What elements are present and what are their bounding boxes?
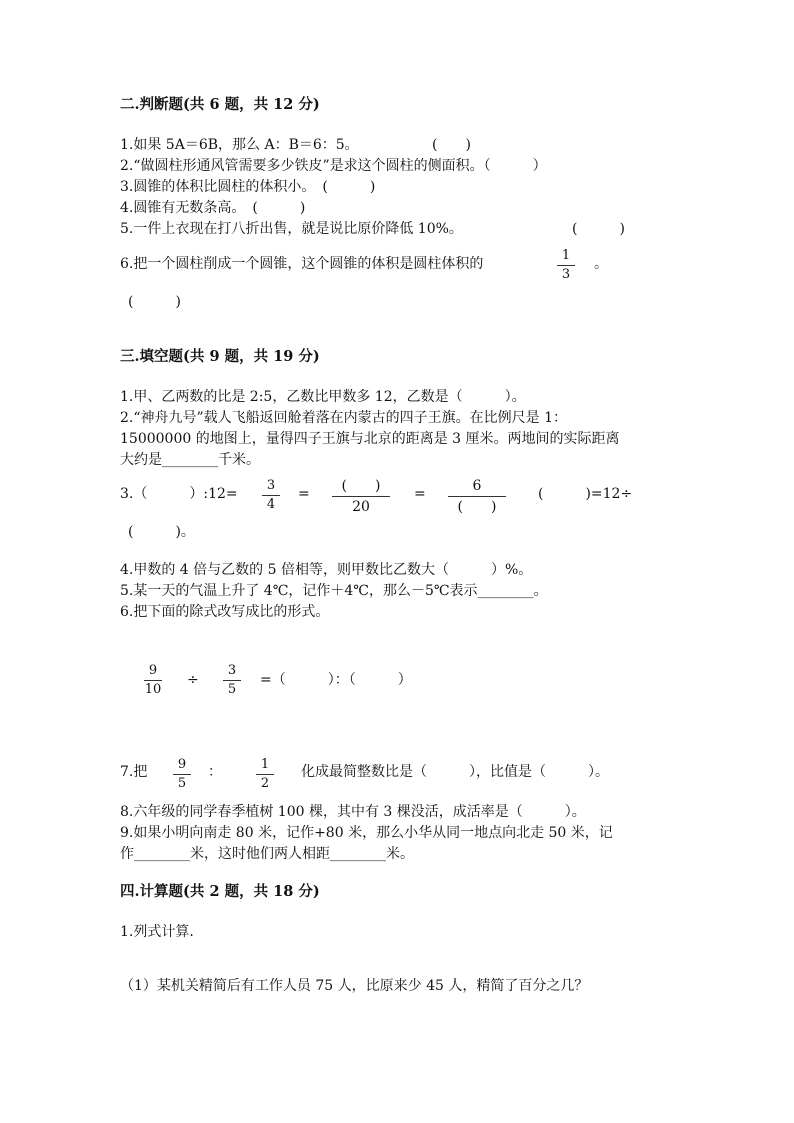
fraction-bar xyxy=(173,774,191,775)
fraction-one-half xyxy=(253,757,277,792)
fill-q2-line3: 大约是________千米。 xyxy=(120,452,260,468)
division-sign: ÷ xyxy=(187,672,199,688)
fraction-denominator: 4 xyxy=(266,497,276,512)
fraction-numerator: 3 xyxy=(266,478,276,493)
fraction-bar xyxy=(557,265,575,266)
fill-q7-end: 化成最简整数比是（ ），比值是（ ）。 xyxy=(301,764,609,780)
judge-q1: 1.如果 5A＝6B，那么 A：B＝6：5。 xyxy=(120,137,359,153)
fraction-bar xyxy=(144,680,162,681)
fraction-bar xyxy=(332,496,390,497)
judge-q1-blank[interactable]: ( ) xyxy=(432,137,471,153)
section-2-heading: 二.判断题(共 6 题，共 12 分) xyxy=(120,96,320,113)
section-4-heading: 四.计算题(共 2 题，共 18 分) xyxy=(120,883,320,900)
fraction-denominator: 10 xyxy=(144,682,162,697)
fraction-numerator: 9 xyxy=(177,757,187,772)
fraction-numerator: 6 xyxy=(472,478,482,494)
fill-q1: 1.甲、乙两数的比是 2:5，乙数比甲数多 12，乙数是（ ）。 xyxy=(120,389,526,405)
fill-q9-line1: 9.如果小明向南走 80 米，记作+80 米，那么小华从同一地点向北走 50 米，记 xyxy=(120,825,613,841)
judge-q4: 4.圆锥有无数条高。 ( ) xyxy=(120,200,306,216)
fraction-numerator: 1 xyxy=(561,248,571,263)
ratio-colon: ： xyxy=(208,764,222,780)
calc-q1: 1.列式计算. xyxy=(120,924,194,940)
fraction-numerator: 1 xyxy=(260,757,270,772)
fraction-nine-fifths xyxy=(170,757,194,792)
fraction-bar xyxy=(223,680,241,681)
judge-q3: 3.圆锥的体积比圆柱的体积小。 ( ) xyxy=(120,179,376,195)
equals-sign: = xyxy=(414,486,426,502)
section-3-heading: 三.填空题(共 9 题，共 19 分) xyxy=(120,348,320,365)
fraction-denominator: 5 xyxy=(227,682,237,697)
judge-q5: 5.一件上衣现在打八折出售，就是说比原价降低 10%。 xyxy=(120,221,463,237)
fraction-three-fifths xyxy=(220,663,244,698)
fraction-three-quarters xyxy=(259,478,283,513)
fill-q8: 8.六年级的同学春季植树 100 棵，其中有 3 棵没活，成活率是（ ）。 xyxy=(120,804,586,820)
fraction-bar xyxy=(448,496,506,497)
fraction-denominator: 2 xyxy=(260,776,270,791)
fraction-numerator: 9 xyxy=(148,663,158,678)
judge-q2: 2.“做圆柱形通风管需要多少铁皮”是求这个圆柱的侧面积。（ ） xyxy=(120,158,547,174)
fraction-bar xyxy=(256,774,274,775)
fill-q7-start: 7.把 xyxy=(120,764,148,780)
fraction-denominator: 3 xyxy=(561,267,571,282)
judge-q6-blank[interactable]: ( ) xyxy=(128,294,181,310)
fill-q3-end: ( )=12÷ xyxy=(538,486,633,502)
calc-q1-sub: （1）某机关精简后有工作人员 75 人，比原来少 45 人，精简了百分之几？ xyxy=(120,978,589,994)
fraction-denominator-blank[interactable]: ( ) xyxy=(457,499,497,515)
fill-q5: 5.某一天的气温上升了 4℃，记作＋4℃，那么－5℃表示________。 xyxy=(120,583,548,599)
fraction-denominator: 20 xyxy=(352,499,370,515)
judge-q6-tail: 。 xyxy=(594,256,608,272)
fraction-numerator: 3 xyxy=(227,663,237,678)
fraction-bar xyxy=(262,495,280,496)
fraction-nine-tenths xyxy=(141,663,165,698)
fill-q3-start: 3.（ ）:12= xyxy=(120,486,238,502)
fraction-6-over-blank xyxy=(448,477,506,516)
ratio-answer-blanks[interactable]: =（ ）：（ ） xyxy=(260,672,412,688)
fraction-blank-over-20 xyxy=(332,477,390,516)
fill-q2-line2: 15000000 的地图上，量得四子王旗与北京的距离是 3 厘米。两地间的实际距离 xyxy=(120,431,620,447)
fill-q4: 4.甲数的 4 倍与乙数的 5 倍相等，则甲数比乙数大（ ）%。 xyxy=(120,562,533,578)
judge-q5-blank[interactable]: ( ) xyxy=(572,221,625,237)
fraction-one-third xyxy=(554,248,578,283)
fill-q6: 6.把下面的除式改写成比的形式。 xyxy=(120,604,330,620)
fraction-denominator: 5 xyxy=(177,776,187,791)
fill-q3-line2-blank[interactable]: ( )。 xyxy=(128,524,195,540)
fill-q9-line2: 作________米，这时他们两人相距________米。 xyxy=(120,846,414,862)
fraction-numerator-blank[interactable]: ( ) xyxy=(341,478,381,494)
equals-sign: = xyxy=(298,486,310,502)
fill-q2-line1: 2.“神舟九号”载人飞船返回舱着落在内蒙古的四子王旗。在比例尺是 1： xyxy=(120,410,568,426)
judge-q6: 6.把一个圆柱削成一个圆锥，这个圆锥的体积是圆柱体积的 xyxy=(120,256,484,272)
